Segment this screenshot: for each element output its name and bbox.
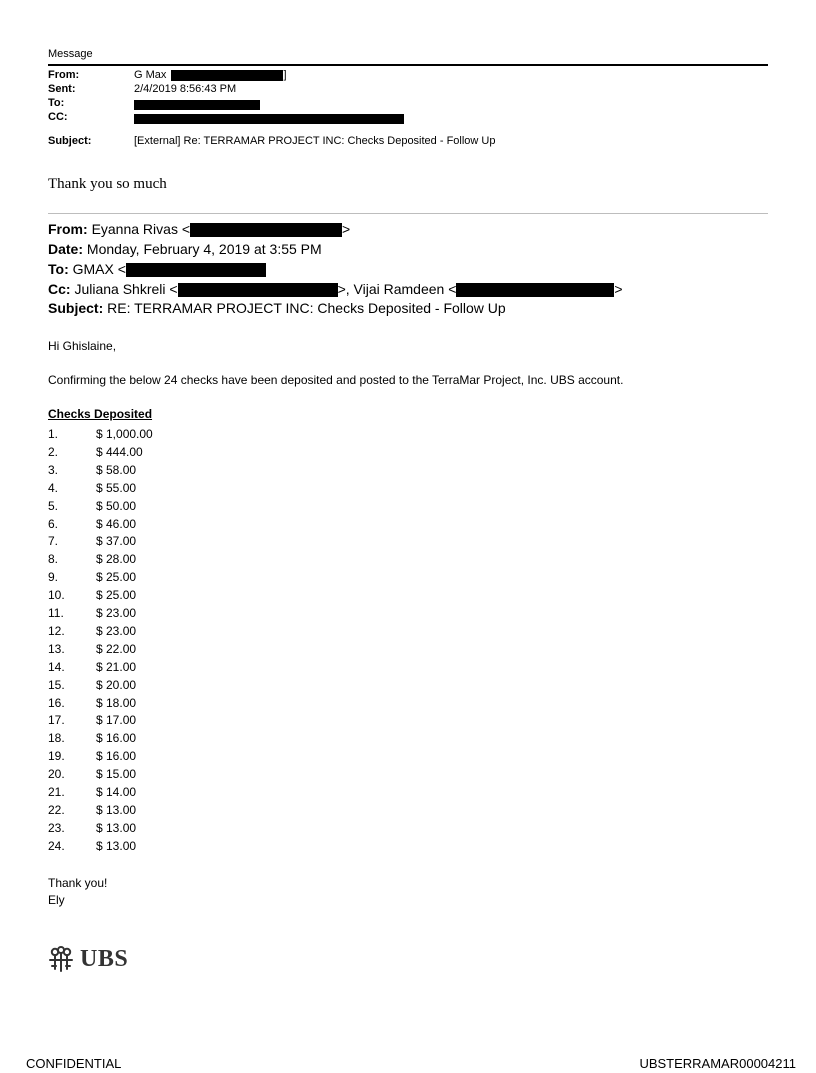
quoted-to-value: GMAX < <box>72 261 126 277</box>
check-number: 8. <box>48 552 59 567</box>
check-number: 12. <box>48 623 65 638</box>
check-amount: $ 21.00 <box>96 659 137 674</box>
check-amount: $ 13.00 <box>96 802 137 817</box>
check-amount: $ 22.00 <box>96 641 137 656</box>
check-amount: $ 16.00 <box>96 749 137 764</box>
check-number: 20. <box>48 767 65 782</box>
check-amount: $ 25.00 <box>96 570 137 585</box>
redaction-bar <box>190 223 342 237</box>
check-number: 17. <box>48 713 65 728</box>
check-amount: $ 20.00 <box>96 677 137 692</box>
to-label: To: <box>48 97 65 109</box>
check-number: 7. <box>48 534 59 549</box>
cc-value <box>134 110 404 124</box>
check-amount: $ 13.00 <box>96 838 137 853</box>
redaction-bar <box>126 263 266 277</box>
check-amount: $ 37.00 <box>96 534 137 549</box>
sent-label: Sent: <box>48 83 76 95</box>
check-number: 23. <box>48 820 65 835</box>
quoted-cc-name2: >, Vijai Ramdeen < <box>337 281 457 297</box>
check-number: 2. <box>48 444 59 459</box>
check-amount: $ 1,000.00 <box>96 427 153 441</box>
check-amount: $ 25.00 <box>96 588 137 603</box>
salutation: Hi Ghislaine, <box>48 339 117 353</box>
reply-divider <box>48 213 768 214</box>
check-number: 22. <box>48 802 65 817</box>
footer-bates-number: UBSTERRAMAR00004211 <box>639 1056 796 1071</box>
check-number: 24. <box>48 838 65 853</box>
confirmation-text: Confirming the below 24 checks have been deposited and posted to the TerraMar Project, Inc. UBS account. <box>48 373 624 387</box>
check-amount: $ 28.00 <box>96 552 137 567</box>
ubs-keys-icon <box>46 945 76 973</box>
redaction-bar <box>456 283 614 297</box>
check-amount: $ 55.00 <box>96 480 137 495</box>
quoted-from-label: From: <box>48 221 88 237</box>
from-name: G Max <box>134 69 167 81</box>
check-number: 21. <box>48 785 65 799</box>
check-number: 11. <box>48 606 64 620</box>
check-amount: $ 23.00 <box>96 606 137 620</box>
from-label: From: <box>48 69 80 81</box>
check-number: 13. <box>48 641 65 656</box>
check-amount: $ 23.00 <box>96 623 137 638</box>
quoted-date-row <box>48 240 322 259</box>
thanks-text: Thank you! <box>48 876 108 890</box>
check-number: 4. <box>48 480 59 495</box>
from-value: G Max ] <box>134 69 287 81</box>
check-amount: $ 13.00 <box>96 820 137 835</box>
check-number: 1. <box>48 427 59 441</box>
check-number: 18. <box>48 731 65 746</box>
check-number: 14. <box>48 659 65 674</box>
check-amount: $ 15.00 <box>96 767 137 782</box>
message-header-title: Message <box>48 48 93 60</box>
redaction-bar <box>134 114 404 124</box>
check-number: 6. <box>48 516 59 531</box>
close-bracket: > <box>614 281 623 297</box>
subject-value: [External] Re: TERRAMAR PROJECT INC: Checks Deposited - Follow Up <box>134 135 496 147</box>
checks-heading: Checks Deposited <box>48 407 153 421</box>
quoted-subject-label: Subject: <box>48 300 104 316</box>
close-bracket: > <box>342 221 351 237</box>
check-amount: $ 14.00 <box>96 785 137 799</box>
check-amount: $ 58.00 <box>96 462 137 477</box>
redaction-bar <box>171 70 283 81</box>
quoted-to-label: To: <box>48 261 69 277</box>
ubs-logo-text: UBS <box>80 945 129 972</box>
footer-confidential: CONFIDENTIAL <box>26 1056 122 1071</box>
signature: Ely <box>48 893 65 907</box>
check-amount: $ 17.00 <box>96 713 137 728</box>
quoted-cc-label: Cc: <box>48 281 71 297</box>
check-number: 3. <box>48 462 59 477</box>
quoted-from-row <box>48 220 350 239</box>
reply-text: Thank you so much <box>48 176 167 192</box>
quoted-cc-row <box>48 280 623 299</box>
check-amount: $ 444.00 <box>96 444 143 459</box>
redaction-bar <box>178 283 338 297</box>
ubs-logo <box>46 944 128 974</box>
cc-label: CC: <box>48 111 68 123</box>
check-amount: $ 50.00 <box>96 498 137 513</box>
check-amount: $ 46.00 <box>96 516 137 531</box>
quoted-cc-name1: Juliana Shkreli < <box>74 281 178 297</box>
to-value <box>134 96 260 110</box>
quoted-from-value: Eyanna Rivas < <box>91 221 191 237</box>
check-amount: $ 16.00 <box>96 731 137 746</box>
sent-value: 2/4/2019 8:56:43 PM <box>134 83 237 95</box>
check-number: 19. <box>48 749 65 764</box>
quoted-subject-value: RE: TERRAMAR PROJECT INC: Checks Deposited - Follow Up <box>107 300 506 316</box>
header-divider <box>48 64 768 66</box>
check-amount: $ 18.00 <box>96 695 137 710</box>
subject-label: Subject: <box>48 135 92 147</box>
check-number: 9. <box>48 570 59 585</box>
check-number: 15. <box>48 677 65 692</box>
redaction-bar <box>134 100 260 110</box>
quoted-subject-row <box>48 299 506 318</box>
check-number: 10. <box>48 588 65 603</box>
check-number: 16. <box>48 695 65 710</box>
quoted-to-row <box>48 260 266 279</box>
quoted-date-label: Date: <box>48 241 84 257</box>
check-number: 5. <box>48 498 59 513</box>
quoted-date-value: Monday, February 4, 2019 at 3:55 PM <box>86 241 322 257</box>
